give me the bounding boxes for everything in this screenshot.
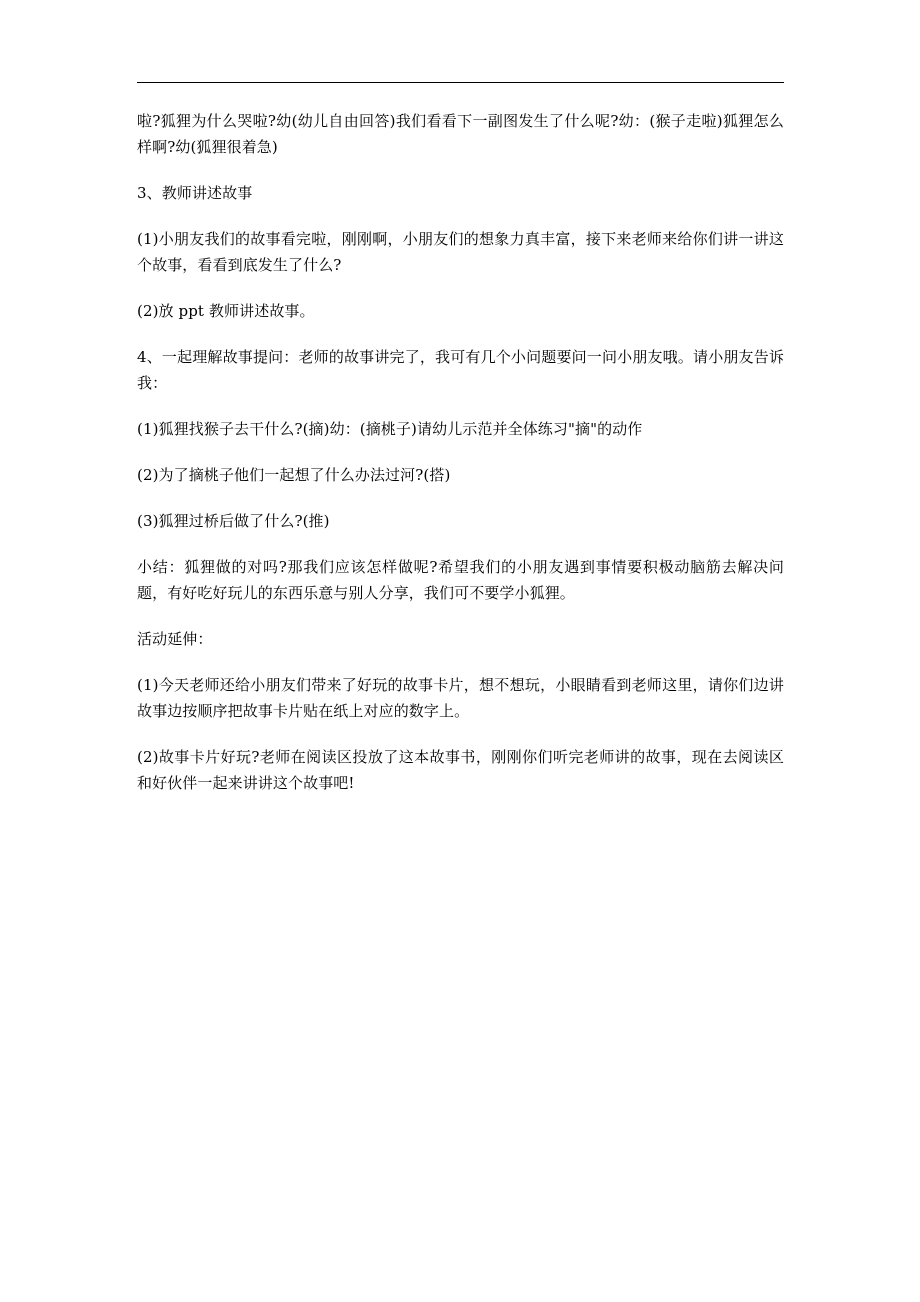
summary-paragraph: 小结：狐狸做的对吗?那我们应该怎样做呢?希望我们的小朋友遇到事情要积极动脑筋去解决问题，有好吃好玩儿的东西乐意与别人分享，我们可不要学小狐狸。 bbox=[137, 558, 784, 602]
document-body bbox=[137, 108, 784, 816]
paragraph: (2)故事卡片好玩?老师在阅读区投放了这本故事书，刚刚你们听完老师讲的故事，现在去阅读区和好伙伴一起来讲讲这个故事吧! bbox=[137, 748, 784, 792]
header-rule bbox=[137, 82, 784, 83]
section-heading: 4、一起理解故事提问：老师的故事讲完了，我可有几个小问题要问一问小朋友哦。请小朋友告诉我： bbox=[137, 348, 784, 392]
section-heading: 活动延伸： bbox=[137, 630, 213, 648]
paragraph: (1)小朋友我们的故事看完啦，刚刚啊，小朋友们的想象力真丰富，接下来老师来给你们讲一讲这个故事，看看到底发生了什么? bbox=[137, 230, 784, 274]
paragraph: (2)放 ppt 教师讲述故事。 bbox=[137, 302, 315, 320]
paragraph: (3)狐狸过桥后做了什么?(推) bbox=[137, 512, 330, 530]
section-heading: 3、教师讲述故事 bbox=[137, 184, 253, 202]
paragraph: (1)今天老师还给小朋友们带来了好玩的故事卡片，想不想玩，小眼睛看到老师这里，请你们边讲故事边按顺序把故事卡片贴在纸上对应的数字上。 bbox=[137, 676, 784, 720]
paragraph: (1)狐狸找猴子去干什么?(摘)幼：(摘桃子)请幼儿示范并全体练习"摘"的动作 bbox=[137, 420, 643, 438]
paragraph: 啦?狐狸为什么哭啦?幼(幼儿自由回答)我们看看下一副图发生了什么呢?幼：(猴子走啦)狐狸怎么样啊?幼(狐狸很着急) bbox=[137, 112, 784, 156]
paragraph: (2)为了摘桃子他们一起想了什么办法过河?(搭) bbox=[137, 466, 451, 484]
